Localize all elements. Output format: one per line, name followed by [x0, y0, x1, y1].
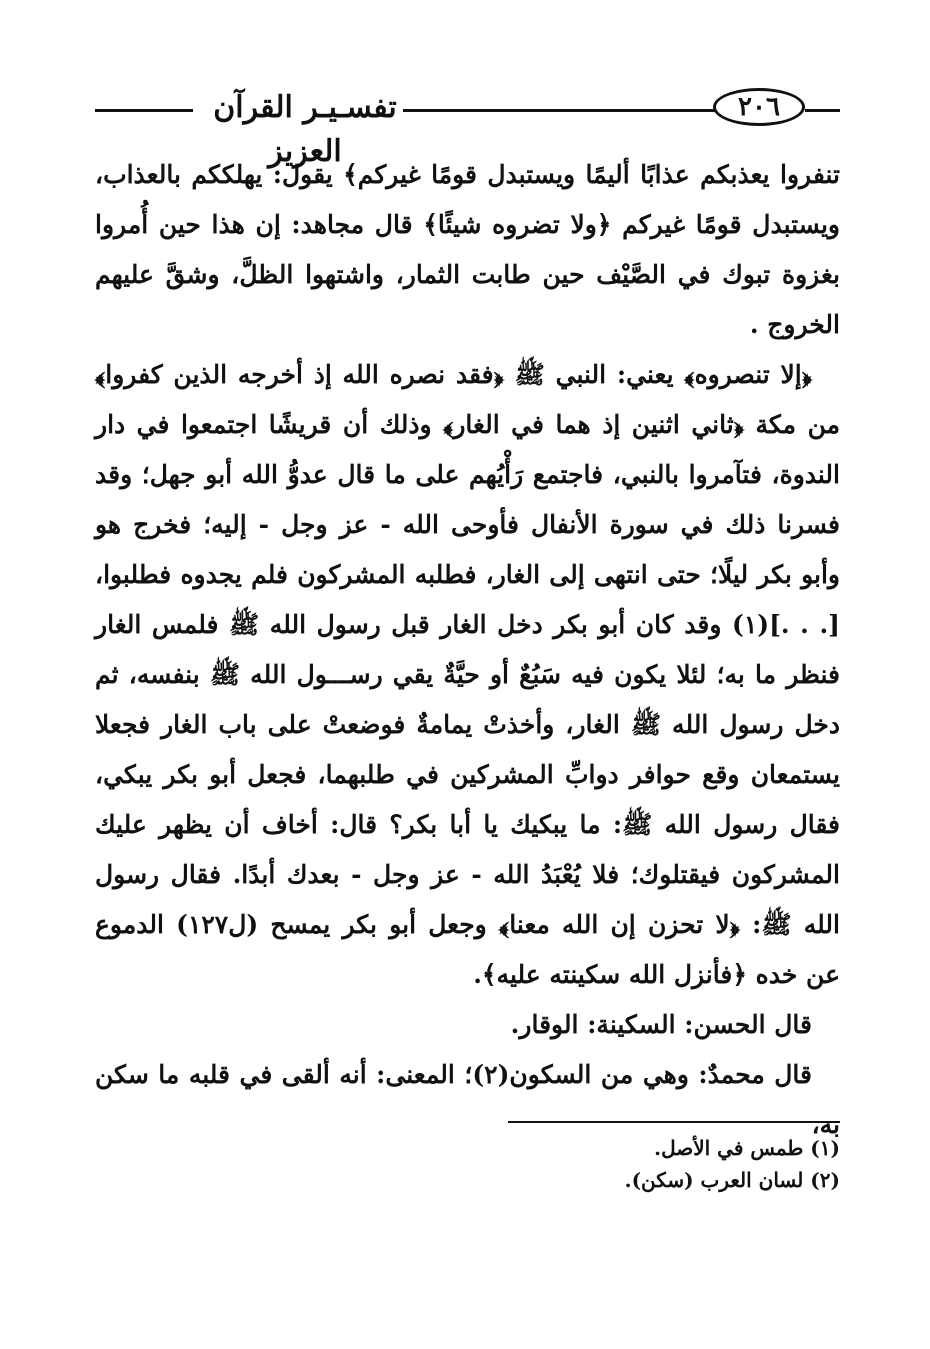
header-rule-left: [95, 109, 193, 112]
paragraph-2: ﴿إلا تنصروه﴾ يعني: النبي ﷺ ﴿فقد نصره الله إذ أخرجه الذين كفروا﴾ من مكة ﴿ثاني اثنين إذ هما في الغار﴾ وذلك أن قريشًا اجتمعوا في دار الندوة، فتآمروا بالنبي، فاجتمع رَأْيُهم على ما قال عدوُّ الله أبو جهل؛ وقد فسرنا ذلك في سورة الأنفال فأوحى الله - عز وجل - إليه؛ فخرج هو وأبو بكر ليلًا؛ حتى انتهى إلى الغار، فطلبه المشركون فلم يجدوه فطلبوا، [. . .](١) وقد كان أبو بكر دخل الغار قبل رسول الله ﷺ فلمس الغار فنظر ما به؛ لئلا يكون فيه سَبُعٌ أو حيَّةٌ يقي رســـول الله ﷺ بنفسه، ثم دخل رسول الله ﷺ الغار، وأخذتْ يمامةٌ فوضعتْ على باب الغار فجعلا يستمعان وقع حوافر دوابِّ المشركين في طلبهما، فجعل أبو بكر يبكي، فقال رسول الله ﷺ: ما يبكيك يا أبا بكر؟ قال: أخاف أن يظهر عليك المشركون فيقتلوك؛ فلا يُعْبَدُ الله - عز وجل - بعدك أبدًا. فقال رسول الله ﷺ: ﴿لا تحزن إن الله معنا﴾ وجعل أبو بكر يمسح (ل١٢٧) الدموع عن خده ﴿فأنزل الله سكينته عليه﴾.: [95, 360, 840, 989]
paragraph-4: قال محمدٌ: وهي من السكون(٢)؛ المعنى: أنه ألقى في قلبه ما سكن به،: [95, 1060, 840, 1139]
paragraph-1: تنفروا يعذبكم عذابًا أليمًا ويستبدل قومًا غيركم﴾ يقول: يهلككم بالعذاب، ويستبدل قومًا غيركم ﴿ولا تضروه شيئًا﴾ قال مجاهد: إن هذا حين أُمروا بغزوة تبوك في الصَّيْف حين طابت الثمار، واشتهوا الظلَّ، وشقَّ عليهم الخروج .: [95, 160, 840, 339]
paragraph-3: قال الحسن: السكينة: الوقار.: [510, 1010, 812, 1039]
footnote-2: (٢) لسان العرب (سكن).: [624, 1168, 840, 1192]
footnote-separator: [508, 1121, 840, 1123]
footnote-1: (١) طمس في الأصل.: [654, 1136, 840, 1160]
main-text: [95, 150, 840, 1150]
footnotes: [95, 1132, 840, 1196]
header-rule-right: [805, 109, 840, 112]
page-header: [95, 86, 840, 169]
page-number: ٢٠٦: [713, 88, 805, 126]
running-title: تفسـيـر القرآن العزيز: [213, 90, 397, 169]
